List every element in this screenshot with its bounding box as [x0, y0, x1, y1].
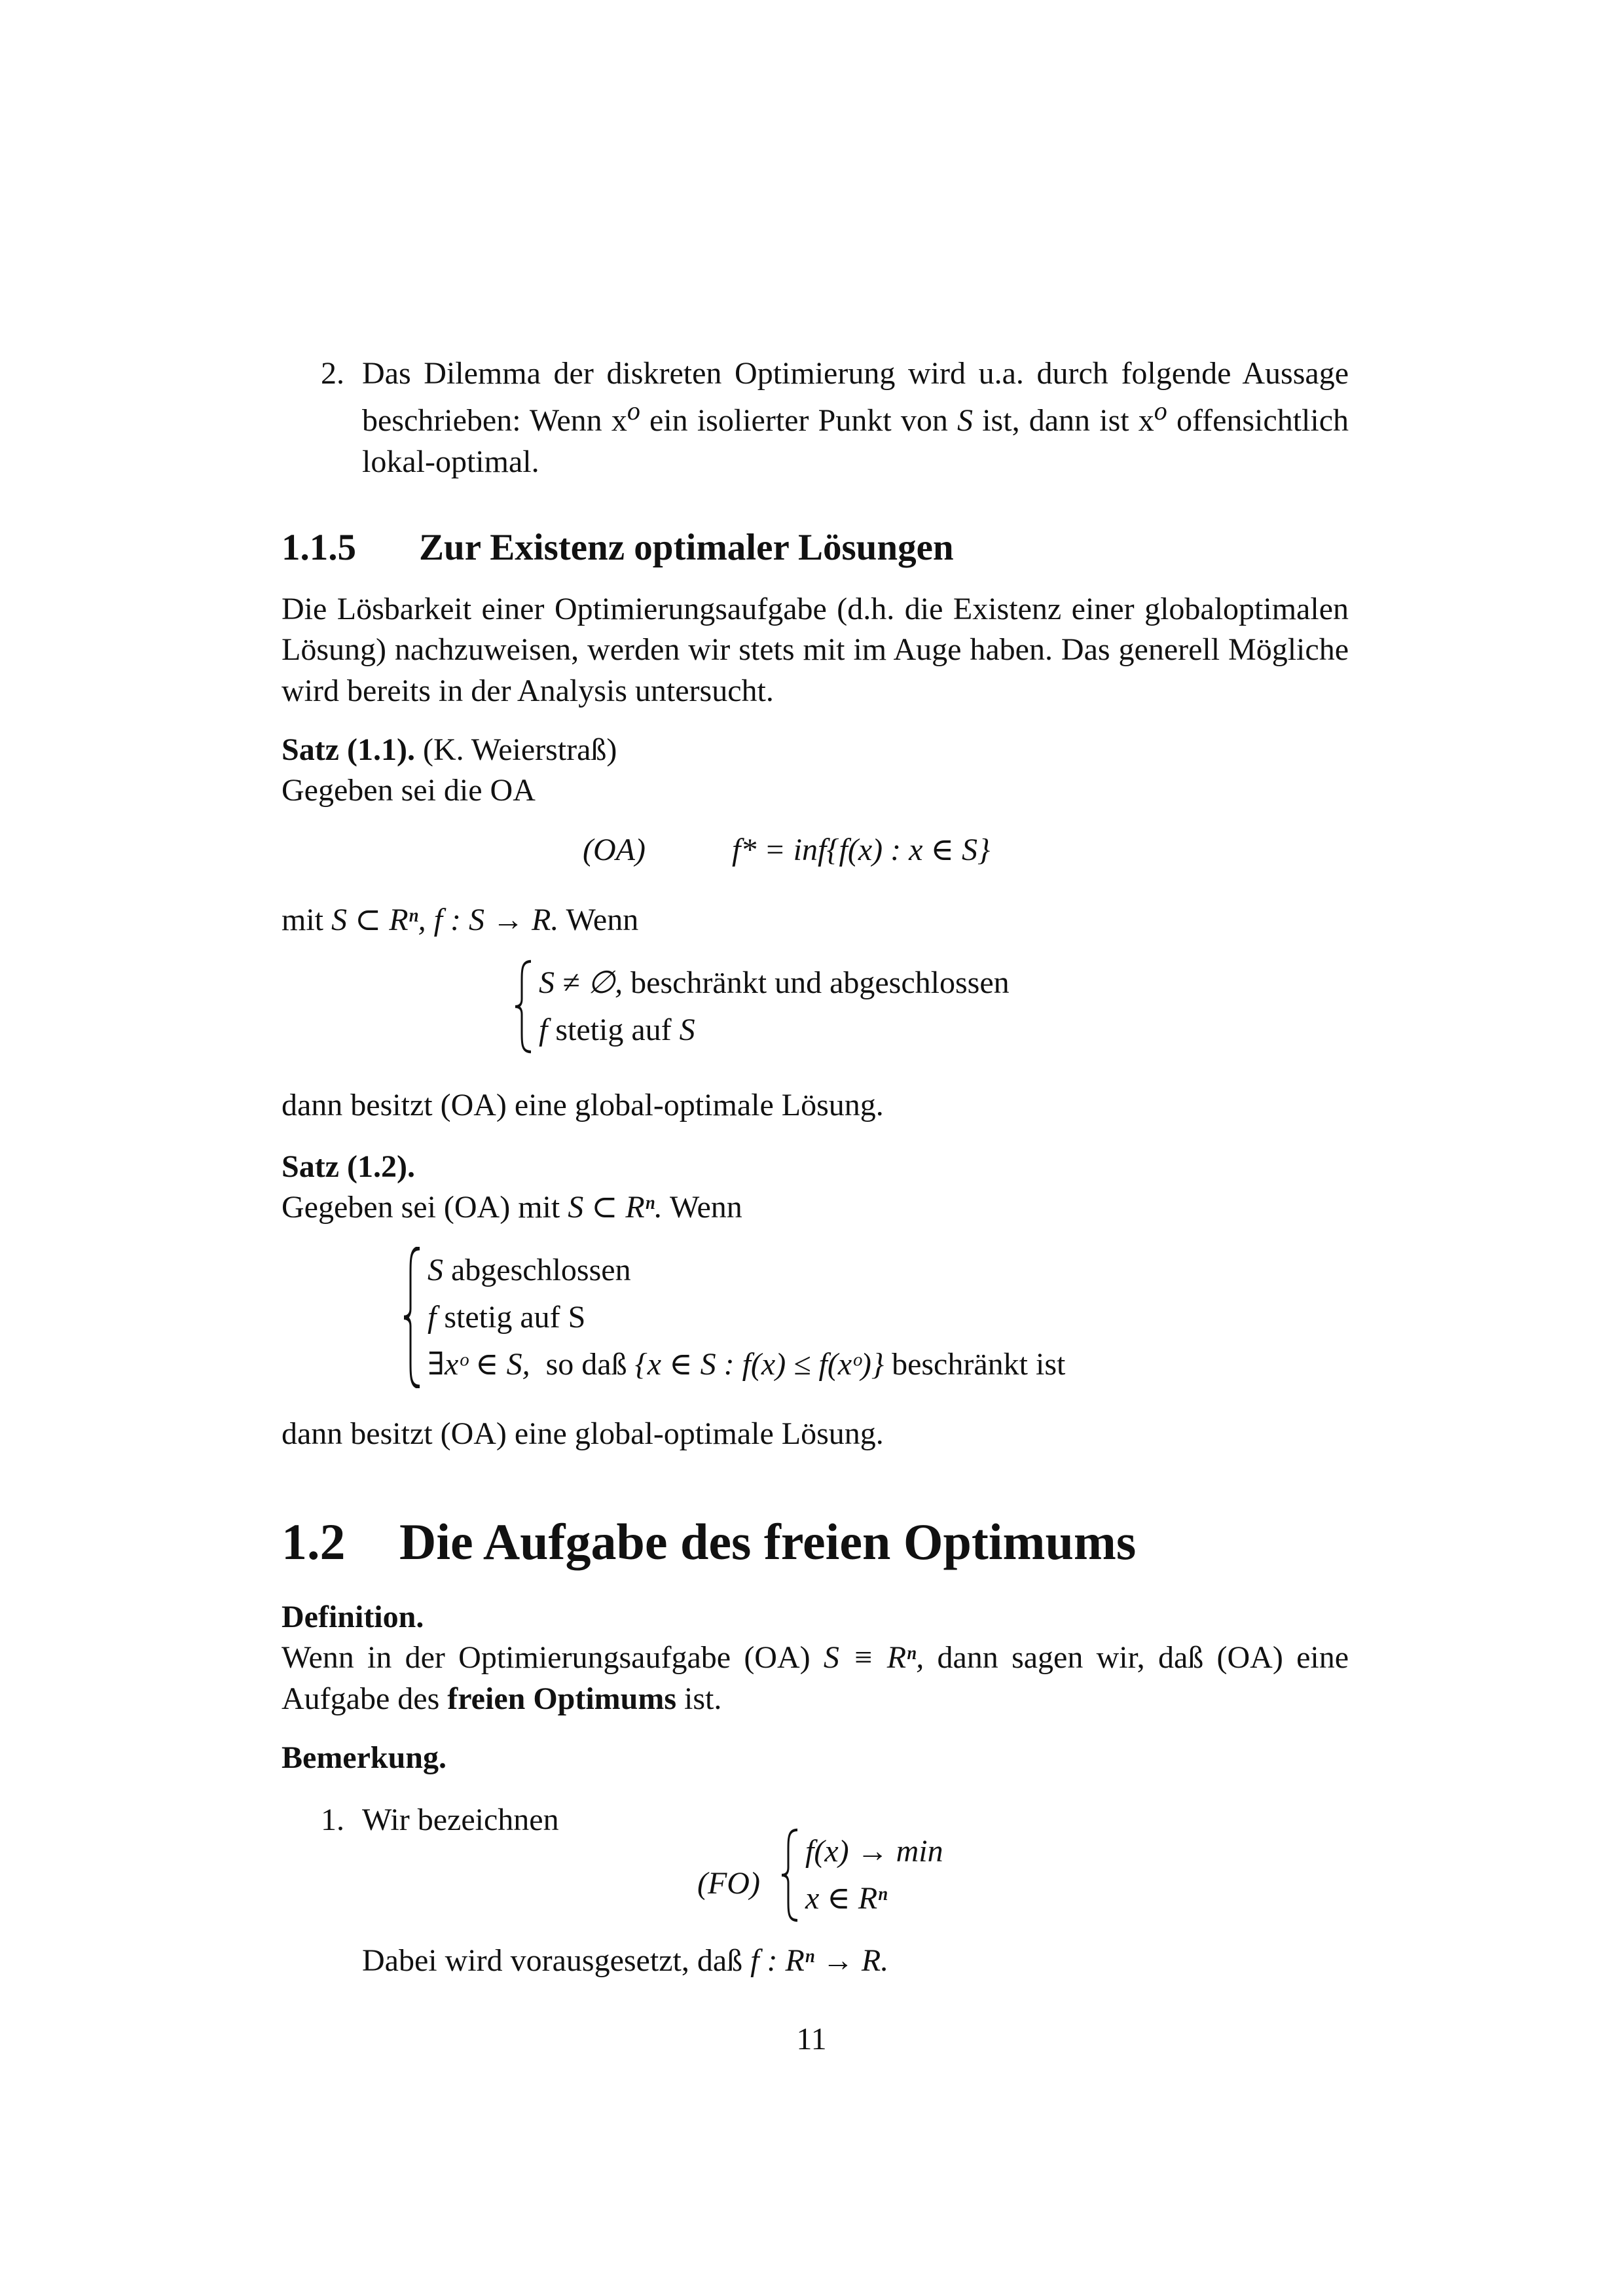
condition-1-math: S	[428, 1253, 443, 1287]
satz-1-2-heading	[282, 1147, 1349, 1229]
condition-2-text: stetig auf	[547, 1013, 680, 1047]
math-S: S	[957, 403, 974, 439]
formula-oa-expression: f* = inf{f(x) : x ∈ S}	[731, 833, 991, 867]
satz-1-2-given-text: Gegeben sei (OA) mit	[282, 1190, 568, 1225]
condition-2-math-end: S	[679, 1013, 695, 1047]
satz-1-1-attribution: (K. Weierstraß)	[414, 732, 617, 767]
list-item-2	[321, 353, 1349, 482]
condition-2-math: f	[539, 1013, 548, 1047]
subsection-heading	[282, 524, 1349, 572]
formula-oa	[583, 830, 990, 870]
superscript-o: o	[627, 396, 640, 426]
dabei-text: Dabei wird vorausgesetzt, daß	[362, 1943, 751, 1978]
satz-1-1-conditions	[514, 960, 1010, 1054]
formula-oa-label: (OA)	[583, 833, 646, 867]
page-number: 11	[796, 2022, 827, 2056]
superscript-o-2: o	[1154, 396, 1167, 426]
fo-label-text: (FO)	[697, 1866, 760, 1901]
definition-math: S ≡ Rⁿ,	[823, 1640, 924, 1676]
bemerkung-label: Bemerkung.	[282, 1740, 447, 1775]
fo-case-2: x ∈ Rⁿ	[805, 1881, 888, 1916]
dabei-math: f : Rⁿ → R.	[750, 1943, 889, 1978]
item-2-text-a: Das Dilemma der diskreten Optimierung wird u.a. durch folgende Aussage beschrieben: Wenn x	[362, 356, 1349, 439]
definition-text-b: dann sagen wir, daß (OA) eine Aufgabe des	[282, 1640, 1349, 1716]
section-title: Die Aufgabe des freien Optimums	[399, 1513, 1137, 1570]
condition-2	[428, 1294, 1065, 1341]
satz-1-2-given-end: Wenn	[662, 1190, 742, 1225]
item-2-text	[362, 353, 1349, 482]
section-number: 1.2	[282, 1513, 346, 1570]
definition-text-a: Wenn in der Optimierungsaufgabe (OA)	[282, 1640, 824, 1676]
subsection-title: Zur Existenz optimaler Lösungen	[419, 527, 954, 568]
condition-3-text-b: beschränkt ist	[884, 1347, 1066, 1382]
left-brace-icon	[403, 1247, 421, 1388]
condition-3-text-a: so daß	[530, 1347, 635, 1382]
condition-2-math: f	[428, 1300, 437, 1335]
condition-3-math-a: ∃xᵒ ∈ S,	[428, 1347, 530, 1382]
satz-1-1-conclusion	[282, 1085, 1349, 1126]
definition-text-c: ist.	[676, 1681, 722, 1716]
condition-3	[428, 1341, 1065, 1388]
satz-1-2-conditions	[403, 1247, 1065, 1388]
satz-1-1-conclusion-text: dann besitzt (OA) eine global-optimale Lösung.	[282, 1088, 884, 1122]
condition-3-math-b: {x ∈ S : f(x) ≤ f(xᵒ)}	[634, 1347, 884, 1382]
satz-1-1-given: Gegeben sei die OA	[282, 773, 536, 808]
satz-1-1-mit-line	[282, 900, 1349, 941]
item-number: 2.	[321, 356, 344, 391]
item-number: 1.	[321, 1803, 344, 1837]
item-2-text-b: ein isolierter Punkt von	[640, 403, 958, 439]
item-2-text-c: ist, dann ist x	[973, 403, 1154, 439]
condition-1-text: beschränkt und abgeschlossen	[623, 965, 1010, 1000]
mit-text: mit	[282, 903, 332, 937]
satz-1-2-given	[282, 1187, 1349, 1228]
satz-1-2-given-math: S ⊂ Rⁿ.	[568, 1190, 663, 1225]
satz-1-1-heading	[282, 730, 1349, 812]
condition-2-text: stetig auf S	[436, 1300, 586, 1335]
intro-text: Die Lösbarkeit einer Optimierungsaufgabe (d.h. die Existenz einer globaloptimalen Lösung) nachzuweisen, werden wir stets mit im Auge haben. Das generell Mögliche wird bereits in der Analysis untersucht.	[282, 592, 1349, 708]
satz-1-2-conclusion	[282, 1414, 1349, 1454]
item-2-text-d: offensichtlich lokal-optimal.	[362, 403, 1349, 479]
intro-paragraph	[282, 589, 1349, 711]
definition-text	[282, 1638, 1349, 1719]
fo-conditions	[780, 1828, 943, 1922]
definition-heading: Definition.	[282, 1600, 424, 1634]
condition-1	[428, 1247, 1065, 1294]
condition-1-text: abgeschlossen	[443, 1253, 631, 1287]
subsection-number: 1.1.5	[282, 527, 356, 568]
left-brace-icon	[514, 960, 532, 1054]
satz-1-1-label: Satz (1.1).	[282, 732, 415, 767]
condition-1	[539, 960, 1010, 1007]
section-heading	[282, 1509, 1349, 1575]
definition-bold: freien Optimums	[447, 1681, 677, 1716]
satz-1-2-conclusion-text: dann besitzt (OA) eine global-optimale Lösung.	[282, 1416, 884, 1451]
fo-case-1: f(x) → min	[805, 1834, 943, 1869]
bemerkung-item-text: Wir bezeichnen	[362, 1803, 559, 1837]
condition-2	[539, 1007, 1010, 1054]
condition-1-math: S ≠ ∅,	[539, 965, 623, 1000]
definition	[282, 1597, 1349, 1719]
mit-math: S ⊂ Rⁿ, f : S → R.	[331, 903, 559, 937]
fo-label	[697, 1863, 760, 1904]
left-brace-icon	[780, 1828, 799, 1922]
dabei-line	[321, 1941, 1349, 1981]
bemerkung-heading	[282, 1738, 1349, 1778]
wenn-text: Wenn	[558, 903, 639, 937]
satz-1-2-label: Satz (1.2).	[282, 1149, 415, 1184]
